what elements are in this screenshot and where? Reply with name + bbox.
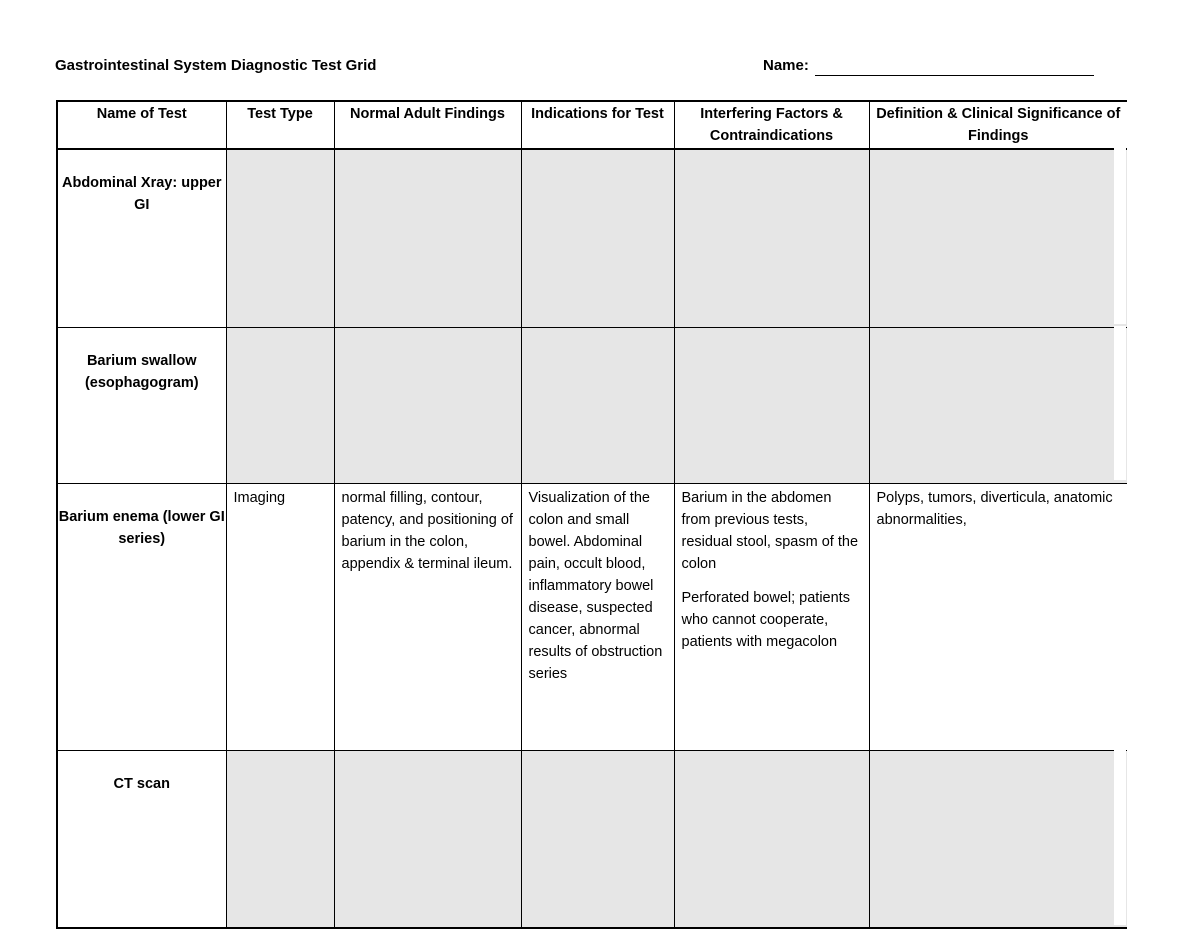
column-header-name-of-test: Name of Test (57, 101, 226, 149)
column-header-interfering-factors: Interfering Factors & Contraindications (674, 101, 869, 149)
interfering-factors-cell[interactable] (674, 327, 869, 483)
indications-cell[interactable] (521, 750, 674, 928)
test-name-cell: Barium swallow (esophagogram) (57, 327, 226, 483)
column-header-definition: Definition & Clinical Significance of Findings (869, 101, 1127, 149)
test-name-cell: CT scan (57, 750, 226, 928)
table-row (57, 750, 1127, 928)
definition-cell[interactable] (869, 149, 1127, 327)
page-title: Gastrointestinal System Diagnostic Test Grid (55, 57, 377, 74)
indications-cell[interactable]: Visualization of the colon and small bowel. Abdominal pain, occult blood, inflammatory bowel disease, suspected cancer, abnormal results of obstruction series (521, 483, 674, 750)
test-type-cell[interactable] (226, 750, 334, 928)
indications-cell[interactable] (521, 327, 674, 483)
table-row (57, 483, 1127, 750)
name-label: Name: (763, 57, 809, 74)
column-header-test-type: Test Type (226, 101, 334, 149)
column-header-indications: Indications for Test (521, 101, 674, 149)
margin-strip (1114, 749, 1126, 925)
header-row (57, 101, 1127, 149)
margin-strip (1114, 147, 1126, 324)
normal-findings-cell[interactable] (334, 750, 521, 928)
table-row (57, 149, 1127, 327)
test-type-cell[interactable] (226, 327, 334, 483)
test-type-cell[interactable]: Imaging (226, 483, 334, 750)
table-row (57, 327, 1127, 483)
definition-cell[interactable]: Polyps, tumors, diverticula, anatomic abnormalities, (869, 483, 1127, 750)
name-field[interactable] (815, 75, 1094, 76)
normal-findings-cell[interactable]: normal filling, contour, patency, and positioning of barium in the colon, appendix & terminal ileum. (334, 483, 521, 750)
diagnostic-test-grid (56, 100, 1127, 929)
test-name-cell: Abdominal Xray: upper GI (57, 149, 226, 327)
interfering-factors-cell[interactable] (674, 750, 869, 928)
normal-findings-cell[interactable] (334, 327, 521, 483)
margin-strip (1114, 326, 1126, 480)
interfering-factors-cell[interactable] (674, 149, 869, 327)
definition-cell[interactable] (869, 750, 1127, 928)
definition-cell[interactable] (869, 327, 1127, 483)
indications-cell[interactable] (521, 149, 674, 327)
column-header-normal-adult-findings: Normal Adult Findings (334, 101, 521, 149)
normal-findings-cell[interactable] (334, 149, 521, 327)
test-type-cell[interactable] (226, 149, 334, 327)
test-name-cell: Barium enema (lower GI series) (57, 483, 226, 750)
interfering-factors-cell[interactable]: Barium in the abdomen from previous tests, residual stool, spasm of the colon Perforated bowel; patients who cannot cooperate, patients with megacolon (674, 483, 869, 750)
